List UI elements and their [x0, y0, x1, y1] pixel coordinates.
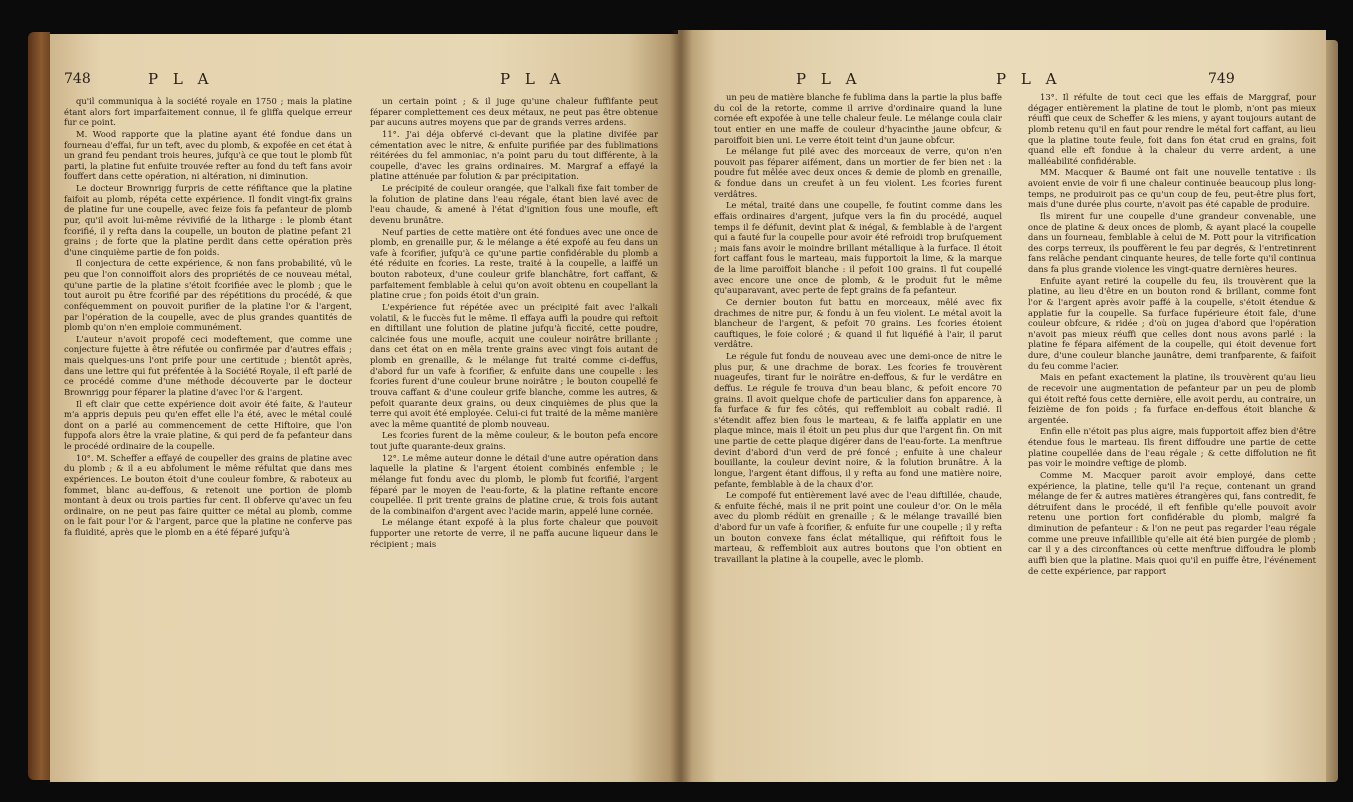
paragraph: Ce dernier bouton fut battu en morceaux, mêlé avec fix drachmes de nitre pur, & fondu à un feu violent. Le métal avoit la blancheur de l'argent, & pefoit 70 grains. Les fcories étoient cauftiques, le foie coloré ; & quand il fut liquéfié à l'air, il parut verdâtre.	[714, 296, 1002, 350]
running-head: P L A	[148, 70, 214, 88]
paragraph: Neuf parties de cette matière ont été fondues avec une once de plomb, en grenaille pur, & le mélange a été expofé au feu dans un vafe à fcorifier, jufqu'à ce qu'une partie confidérable du plomb a été réduite en fcories. La reste, traité à la coupelle, a laiffé un bouton raboteux, d'une couleur grife blanchâtre, fort caffant, & parfaitement femblable à celui qu'on avoit obtenu en coupellant la platine crue ; fon poids étoit d'un grain.	[370, 226, 658, 301]
paragraph: MM. Macquer & Baumé ont fait une nouvelle tentative : ils avoient envie de voir fi une chaleur continuée beaucoup plus long-temps, ne produiroit pas ce qu'un coup de feu, peut-être plus fort, mais d'une durée plus courte, n'avoit pas été capable de produire.	[1028, 167, 1316, 210]
left-page	[50, 34, 678, 782]
paragraph: Le précipité de couleur orangée, que l'alkali fixe fait tomber de la folution de platine dans l'eau régale, étant bien lavé avec de l'eau chaude, & amené à l'état d'ignition fous une moufle, eft devenu brunâtre.	[370, 183, 658, 225]
page-number: 748	[64, 71, 91, 87]
paragraph: 10°. M. Scheffer a effayé de coupeller des grains de platine avec du plomb ; & il a eu abfolument le même réfultat que dans mes expériences. Le bouton étoit d'une couleur fombre, & raboteux au fommet, blanc au-deffous, & retenoit une portion de plomb montant à deux ou trois parties fur cent. Il obferve qu'avec un feu ordinaire, on ne peut pas faire quitter ce métal au plomb, comme on le fait pour l'or & l'argent, parce que la platine ne conferve pas fa fluidité, après que le plomb en a été féparé jufqu'à	[64, 452, 352, 537]
text-column	[64, 96, 352, 728]
paragraph: Le régule fut fondu de nouveau avec une demi-once de nitre le plus pur, & une drachme de borax. Les fcories fe trouvèrent nuageufes, tirant fur le noirâtre en-deffous, & fur le verdâtre en deffus. Le régule fe trouva d'un beau blanc, & pefoit encore 70 grains. Il avoit quelque chofe de particulier dans fon apparence, à fa furface & fur fes côtés, qui reffembloit au cobalt radié. Il s'étendit affez bien fous le marteau, & fe laiffa applatir en une plaque mince, mais il étoit un peu plus dur que l'argent fin. On mit une partie de cette plaque digérer dans de l'eau-forte. La menftrue devint d'abord d'un verd de pré foncé ; enfuite à une chaleur bouillante, la couleur devint noire, & la folution brunâtre. À la longue, l'argent étant diffous, il y refta au fond une matière noire, pefante, femblable à de la chaux d'or.	[714, 351, 1002, 489]
paragraph: Le docteur Brownrigg furpris de cette réfiftance que la platine faifoit au plomb, répéta cette expérience. Il fondit vingt-fix grains de platine fur une coupelle, avec feize fois fa pefanteur de plomb pur, qu'il avoit lui-même révivifié de la litharge : le plomb étant fcorifié, il y refta dans la coupelle, un bouton de platine pefant 21 grains ; de forte que la platine perdit dans cette opération près d'une cinquième partie de fon poids.	[64, 183, 352, 257]
running-head: P L A	[796, 70, 862, 88]
paragraph: qu'il communiqua à la société royale en 1750 ; mais la platine étant alors fort imparfaitement connue, il fe gliffa quelque erreur fur ce point.	[64, 96, 352, 128]
running-head: P L A	[996, 70, 1062, 88]
book-binding-left	[28, 32, 50, 780]
right-page	[678, 30, 1326, 782]
paragraph: Le mélange fut pilé avec des morceaux de verre, qu'on n'en pouvoit pas féparer aifément, dans un mortier de fer bien net : la poudre fut mêlée avec deux onces & demie de plomb en grenaille, & fondue dans un creufet à un feu violent. Les fcories furent verdâtres.	[714, 146, 1002, 199]
page-number: 749	[1208, 71, 1235, 87]
paragraph: 13°. Il réfulte de tout ceci que les effais de Marggraf, pour dégager entièrement la platine de tout le plomb, n'ont pas mieux réuffi que ceux de Scheffer & les miens, y ayant toujours autant de plomb retenu qu'il en faut pour rendre le métal fort caffant, au lieu que la platine toute feule, foit dans fon état crud en grains, foit quand elle eft fondue à la chaleur du verre ardent, a une malléabilité confidérable.	[1028, 92, 1316, 166]
paragraph: un certain point ; & il juge qu'une chaleur fuffifante peut féparer complettement ces deux métaux, ne peut pas être obtenue par aucuns autres moyens que par de grands verres ardens.	[370, 96, 658, 128]
paragraph: un peu de matière blanche fe fublima dans la partie la plus baffe du col de la retorte, comme il arrive d'ordinaire quand la lune cornée eft expofée à une telle chaleur feule. Le mélange coula clair tout entier en une maffe de couleur d'hyacinthe jaune obfcur, & paroiffoit bien uni. Le verre étoit teint d'un jaune obfcur.	[714, 92, 1002, 145]
paragraph: Le métal, traité dans une coupelle, fe foutint comme dans les effais ordinaires d'argent, jufque vers la fin du procédé, auquel temps il fe défunit, devint plat & inégal, & femblable à de l'argent qui a fauté fur la coupelle pour avoir été refroidi trop bruſquement ; mais fans avoir le moindre brillant métallique à la furface. Il étoit fort caffant fous le marteau, mais fupportoit la lime, & la marque de la lime paroiffoit blanche : il pefoit 100 grains. Il fut coupellé avec encore une once de plomb, & le produit fut le même qu'auparavant, avec perte de fept grains de fa pefanteur.	[714, 200, 1002, 296]
text-column	[370, 96, 658, 728]
running-head: P L A	[500, 70, 566, 88]
paragraph: Enfuite ayant retiré la coupelle du feu, ils trouvèrent que la platine, au lieu d'être en un bouton rond & brillant, comme font l'or & l'argent après avoir paffé à la coupelle, s'étoit étendue & applatie fur la coupelle. Sa furface fupérieure étoit fale, d'une couleur obfcure, & ridée ; d'où on jugea d'abord que l'opération n'avoit pas mieux réuffi que celles dont nous avons parlé : la platine fe fépara aifément de la coupelle, qui étoit devenue fort dure, d'une couleur blanche jaunâtre, demi tranfparente, & faifoit du feu comme l'acier.	[1028, 275, 1316, 371]
paragraph: Le compofé fut entièrement lavé avec de l'eau diftillée, chaude, & enfuite féché, mais il ne prit point une couleur d'or. On le mêla avec du plomb rédùit en grenaille ; & le mélange travaillé bien d'abord fur un vafe à fcorifier, & enfuite fur une coupelle ; il y refta un bouton convexe fans éclat métallique, qui réfiftoit fous le marteau, & reffembloit aux autres boutons que l'on obtient en travaillant la platine à la coupelle, avec le plomb.	[714, 490, 1002, 564]
text-column	[714, 92, 1002, 724]
paragraph: 12°. Le même auteur donne le détail d'une autre opération dans laquelle la platine & l'argent étoient combinés enfemble ; le mélange fut fondu avec du plomb, le plomb fut fcorifié, l'argent féparé par le moyen de l'eau-forte, & la platine reftante encore coupellée. Il prit trente grains de platine crue, & trois fois autant de la combinaifon d'argent avec l'acide marin, appelé lune cornée.	[370, 452, 658, 516]
paragraph: M. Wood rapporte que la platine ayant été fondue dans un fourneau d'effai, fur un teft, avec du plomb, & expofée en cet état à un grand feu pendant trois heures, jufqu'à ce que tout le plomb fût parti, la platine fut enfuite trouvée refter au fond du teft fans avoir fouffert dans cette opération, ni altération, ni diminution.	[64, 128, 352, 182]
text-column	[1028, 92, 1316, 724]
paragraph: Ils mirent fur une coupelle d'une grandeur convenable, une once de platine & deux onces de plomb, & ayant placé la coupelle dans un fourneau, femblable à celui de M. Pott pour la vitrification des corps terreux, ils pouffèrent le feu par degrés, & l'entretinrent fans relâche pendant cinquante heures, de telle forte qu'il continua dans fa plus grande violence les vingt-quatre dernières heures.	[1028, 210, 1316, 274]
right-page-header	[796, 70, 1296, 92]
paragraph: Le mélange étant expofé à la plus forte chaleur que pouvoit fupporter une retorte de verre, il ne paffa aucune liqueur dans le récipient ; mais	[370, 517, 658, 549]
book-gutter	[670, 30, 692, 782]
paragraph: Mais en pefant exactement la platine, ils trouvèrent qu'au lieu de recevoir une augmentation de pefanteur par un peu de plomb qui étoit refté fous cette dernière, elle avoit perdu, au contraire, un feizième de fon poids ; fa furface en-deffous étoit blanche & argentée.	[1028, 372, 1316, 425]
paragraph: 11°. J'ai déja obfervé ci-devant que la platine divifée par cémentation avec le nitre, & enfuite purifiée par des fublimations réitérées du fel ammoniac, n'a point paru du tout différente, à la coupelle, d'avec les grains ordinaires. M. Margraf a effayé la platine atténuée par folution & par précipitation.	[370, 128, 658, 182]
book-fore-edge-right	[1326, 40, 1338, 782]
paragraph: Les fcories furent de la même couleur, & le bouton pefa encore tout jufte quarante-deux grains.	[370, 430, 658, 451]
paragraph: Comme M. Macquer paroit avoir employé, dans cette expérience, la platine, telle qu'il l'a reçue, contenant un grand mélange de fer & autres matières étrangères qui, fans contredit, fe détruifent dans le procédé, il eft fenfible qu'elle pouvoit avoir retenu une portion fort confidérable du plomb, malgré fa diminution de pefanteur : & l'on ne peut pas regarder l'eau régale comme une preuve infaillible qu'elle ait été bien purgée de plomb ; car il y a des circonftances où cette menftrue diffoudra le plomb auffi bien que la platine. Mais quoi qu'il en puiffe être, l'événement de cette expérience, par rapport	[1028, 469, 1316, 576]
left-page-header	[64, 70, 664, 92]
paragraph: Enfin elle n'étoit pas plus aigre, mais fupportoit affez bien d'être étendue fous le marteau. Ils firent diffoudre une partie de cette platine coupellée dans de l'eau régale ; & cette diffolution ne fit pas voir le moindre veftige de plomb.	[1028, 426, 1316, 469]
paragraph: L'expérience fut répétée avec un précipité fait avec l'alkali volatil, & le fuccès fut le même. Il effaya auffi la poudre qui reftoit en diftillant une folution de platine jufqu'à ficcité, cette poudre, calcinée fous une moufle, acquit une couleur noirâtre brillante ; dans cet état on en mêla trente grains avec vingt fois autant de plomb en grenaille, & le mélange fut traité comme ci-deffus, d'abord fur un vafe à fcorifier, & enfuite dans une coupelle : les fcories furent d'une couleur brune noirâtre ; le bouton coupellé fe trouva caffant & d'une couleur grife blanche, comme les autres, & pefoit quarante deux grains, ou deux cinquièmes de plus que la terre qui avoit été employée. Celui-ci fut traité de la même manière avec la même quantité de plomb nouveau.	[370, 301, 658, 429]
paragraph: Il eft clair que cette expérience doit avoir été faite, & l'auteur m'a appris depuis peu qu'en effet elle l'a été, avec le métal coulé dont on a parlé au commencement de cette Hiftoire, que l'on fuppofa alors être la vraie platine, & qui perd de fa pefanteur dans le procédé ordinaire de la coupelle.	[64, 398, 352, 451]
paragraph: L'auteur n'avoit propofé ceci modeftement, que comme une conjecture fujette à être réfutée ou confirmée par d'autres effais ; mais quelques-uns l'ont prife pour une certitude ; bientôt après, dans une lettre qui fut préfentée à la Société Royale, il eft parlé de ce procédé comme d'une méthode découverte par le docteur Brownrigg pour féparer la platine d'avec l'or & l'argent.	[64, 333, 352, 397]
paragraph: Il conjectura de cette expérience, & non fans probabilité, vû le peu que l'on connoiffoit alors des propriétés de ce nouveau métal, qu'une partie de la platine s'étoit fcorifiée avec le plomb ; que le tout auroit pu être fcorifié par des répétitions du procédé, & que conféquemment on pouvoit purifier de la platine l'or & l'argent, par l'opération de la coupelle, avec de plus grandes quantités de plomb qu'on n'en emploie communément.	[64, 258, 352, 333]
